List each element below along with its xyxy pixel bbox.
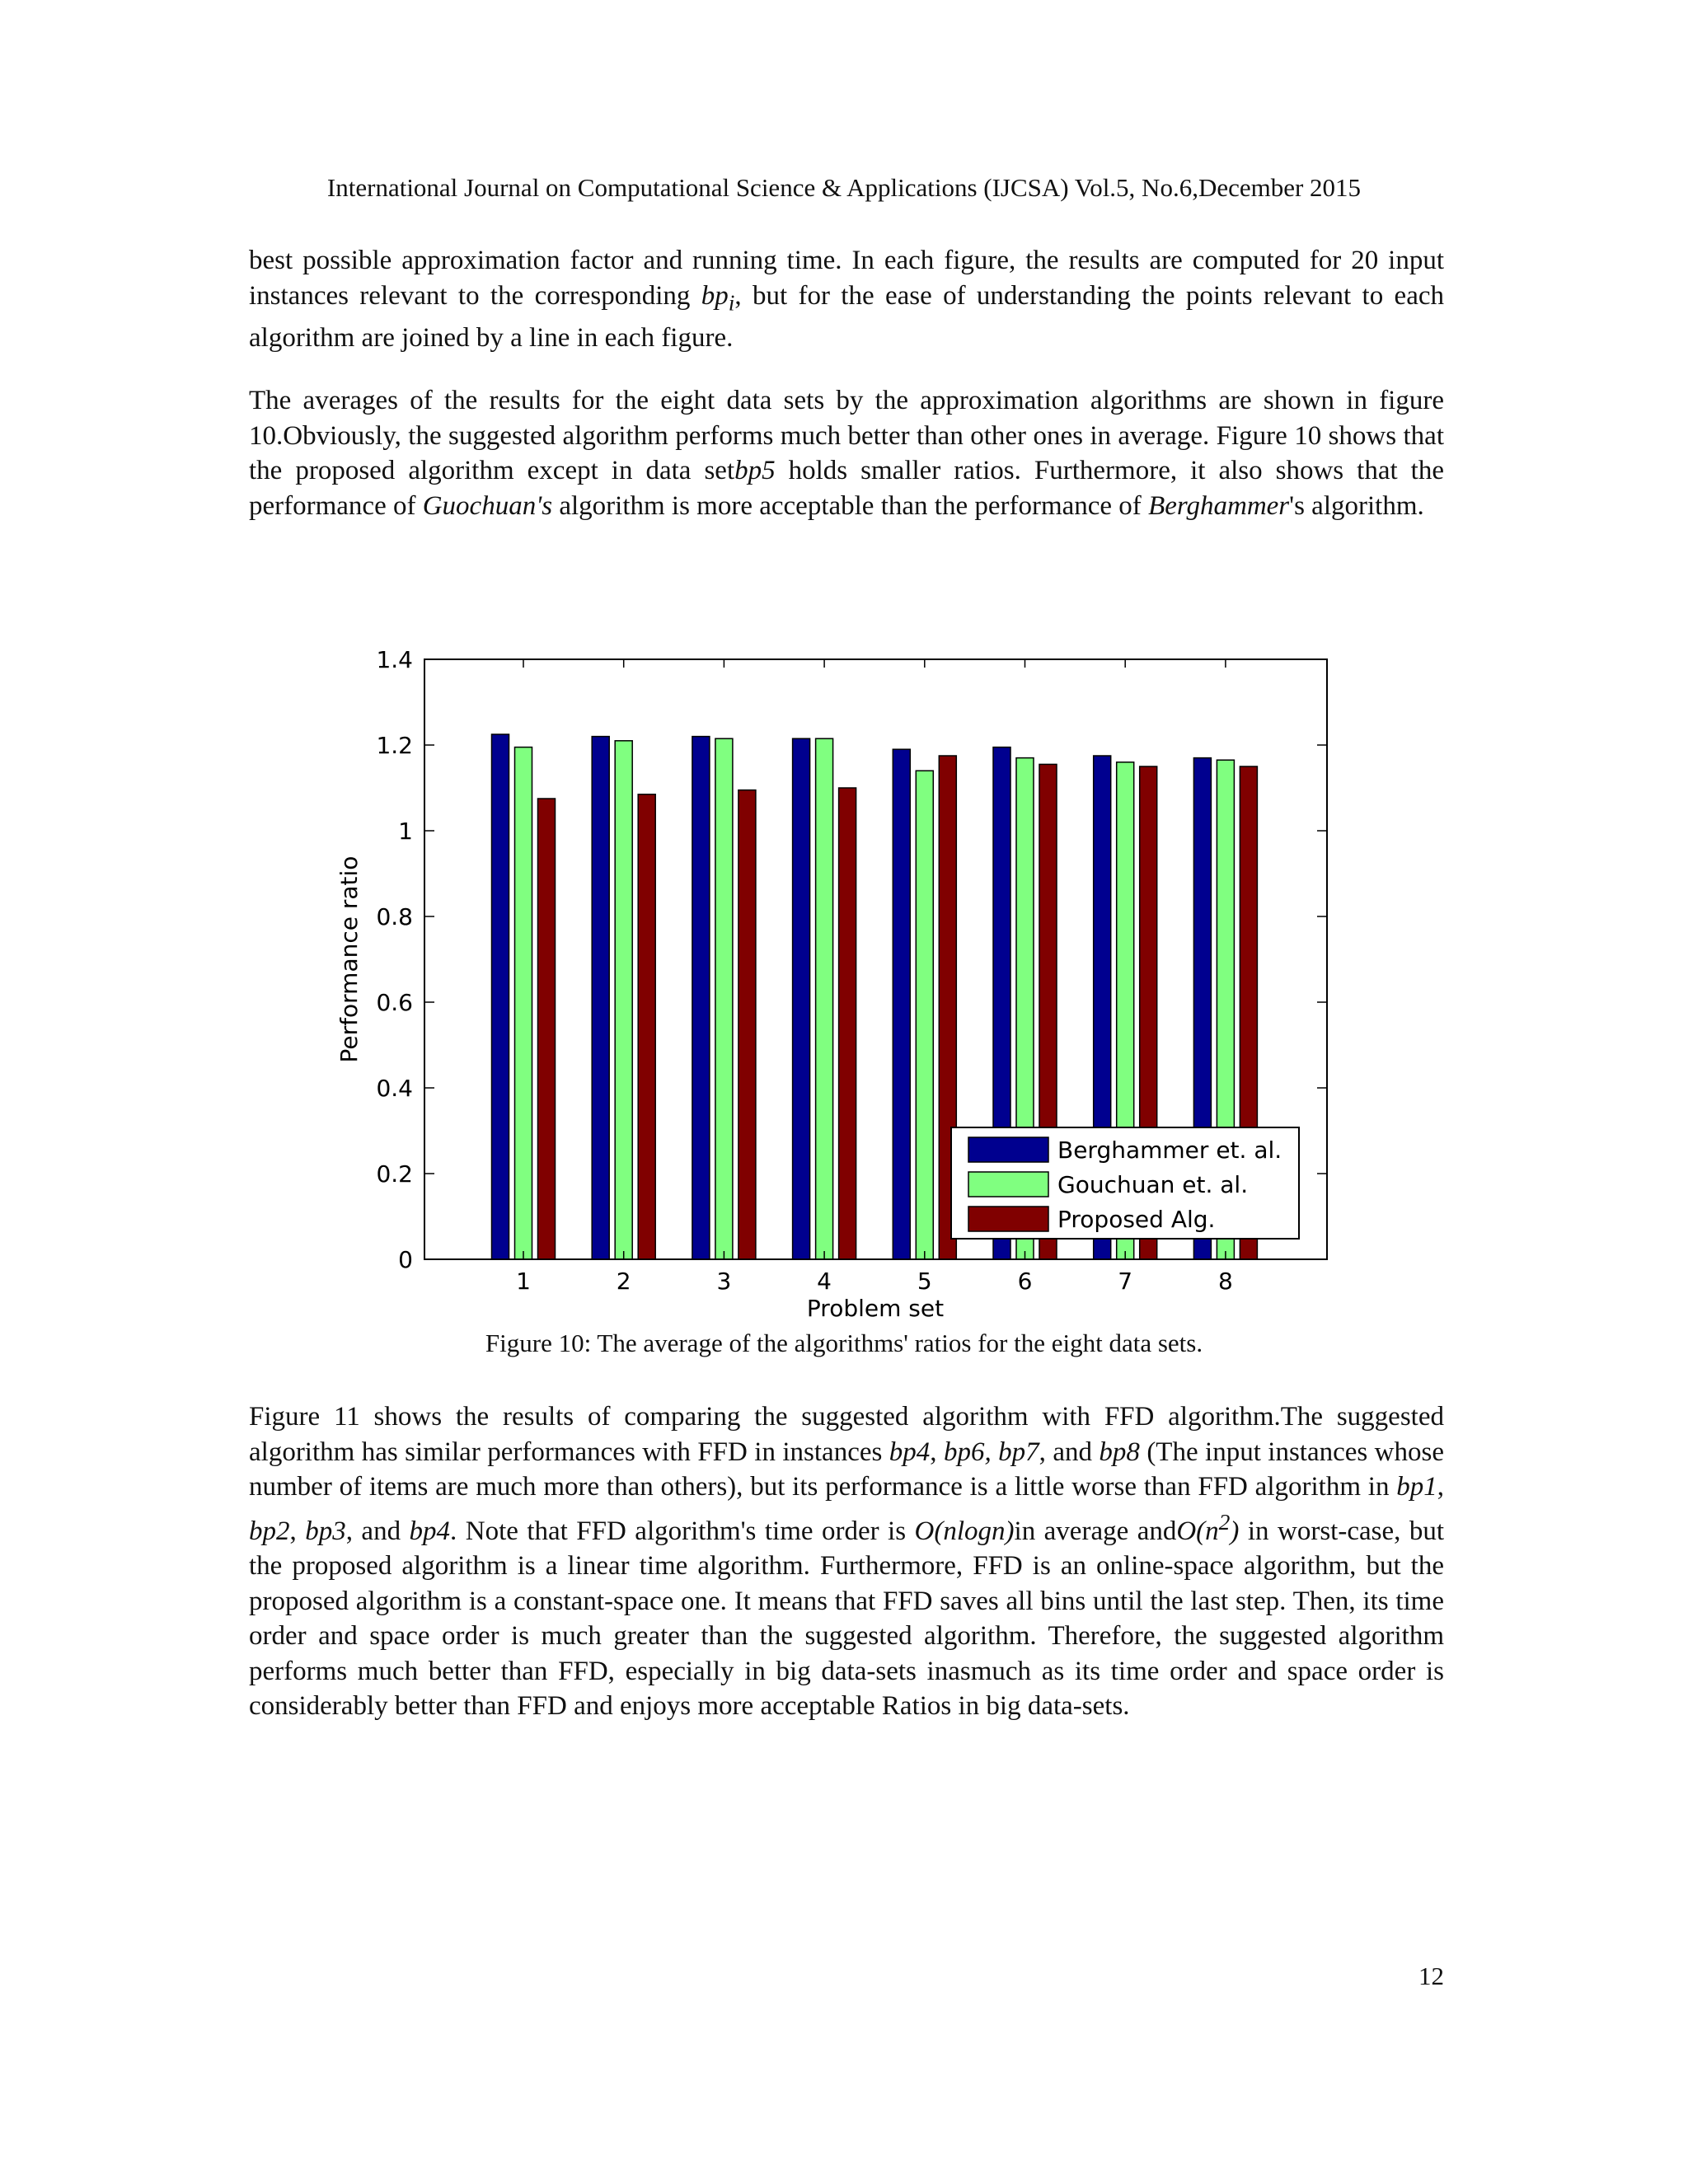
legend — [951, 1127, 1299, 1239]
y-tick-label: 1 — [398, 818, 413, 845]
text-run: , — [1437, 1472, 1444, 1502]
bar-1-2 — [592, 737, 609, 1259]
x-axis-label: Problem set — [806, 1295, 945, 1322]
bar-1-3 — [692, 737, 710, 1259]
page-number: 12 — [1418, 1961, 1444, 1990]
text-run: . Note that FFD algorithm's time order is — [450, 1516, 915, 1546]
text-run — [992, 1437, 998, 1467]
math-bp6: bp6, — [943, 1436, 992, 1467]
paragraph-3 — [249, 1399, 1444, 1724]
x-tick-label: 2 — [616, 1268, 631, 1295]
y-tick-label: 0 — [398, 1246, 413, 1273]
math-bp1: bp1 — [1396, 1472, 1437, 1502]
bar-1-4 — [793, 738, 810, 1259]
legend-label: Berghammer et. al. — [1057, 1137, 1282, 1164]
x-tick-label: 7 — [1118, 1268, 1133, 1295]
text-run: in average and — [1014, 1516, 1177, 1546]
figure-caption: Figure 10: The average of the algorithms' ratios for the eight data sets. — [485, 1329, 1203, 1357]
text-run: , — [930, 1436, 944, 1467]
journal-header: International Journal on Computational Science & Applications (IJCSA) Vol.5, No.6,December 2015 — [326, 173, 1362, 202]
figure-10 — [321, 635, 1368, 1327]
name-guochuan: Guochuan's — [422, 490, 553, 521]
math-bp3: bp3 — [305, 1516, 346, 1546]
bar-1-1 — [492, 734, 509, 1259]
x-tick-label: 8 — [1217, 1268, 1233, 1295]
math-bp: bp — [701, 280, 729, 311]
bar-3-3 — [738, 790, 756, 1259]
y-tick-label: 1.2 — [376, 732, 413, 759]
text-run: The averages of the results for the eight data sets by the approximation algorithms are shown in figure 10.Obviously, the suggested algorithm performs much better than other ones in average. Figure 10 shows that the proposed algorithm except in data set — [249, 386, 1444, 485]
bar-2-3 — [715, 738, 733, 1259]
text-run: , but for the ease of understanding the points relevant to each algorithm are joined by a line in each figure. — [249, 280, 1444, 353]
x-tick-label: 5 — [917, 1268, 932, 1295]
bar-2-2 — [615, 741, 632, 1259]
bar-1-5 — [893, 749, 910, 1259]
y-axis-label: Performance ratio — [335, 855, 363, 1063]
text-run: , and — [1039, 1436, 1100, 1467]
math-bp4: bp4 — [409, 1516, 451, 1546]
bar-2-1 — [515, 748, 532, 1259]
math-bp4: bp4 — [889, 1436, 931, 1467]
legend-label: Proposed Alg. — [1057, 1206, 1216, 1233]
y-tick-label: 1.4 — [376, 646, 413, 673]
bar-2-5 — [916, 771, 933, 1259]
x-tick-label: 6 — [1017, 1268, 1033, 1295]
text-run: (The input instances whose number of items are much more than others), but its performance is a little worse than FFD algorithm in — [249, 1436, 1445, 1502]
bar-3-4 — [839, 788, 856, 1259]
legend-swatch — [968, 1207, 1048, 1231]
math-o-n-squared: O(n — [1176, 1516, 1219, 1546]
math-paren: ) — [1230, 1516, 1240, 1546]
x-tick-label: 4 — [817, 1268, 832, 1295]
text-run: algorithm is more acceptable than the performance of — [552, 490, 1149, 521]
x-tick-label: 3 — [716, 1268, 732, 1295]
paragraph-1 — [249, 243, 1444, 355]
bar-chart — [321, 635, 1368, 1327]
text-run: Figure 11 shows the results of comparing the suggested algorithm with FFD algorithm.The suggested algorithm has similar performances with FFD in instances — [249, 1402, 1444, 1467]
math-bp5: bp5 — [734, 456, 776, 485]
legend-label: Gouchuan et. al. — [1057, 1171, 1249, 1198]
math-bp8: bp8 — [1099, 1436, 1140, 1467]
bar-3-2 — [638, 794, 655, 1259]
name-berghammer: Berghammer — [1148, 490, 1290, 521]
math-bp2: bp2 — [249, 1516, 290, 1546]
math-subscript-i: i — [728, 289, 735, 316]
text-run: in worst-case, but the proposed algorithm is a linear time algorithm. Furthermore, FFD is an online-space algorithm, but the proposed algorithm is a constant-space one. It means that FFD saves all bins until the last step. Then, its time order and space order is much greater than the suggested algorithm. Therefore, the suggested algorithm performs much better than FFD, especially in big data-sets inasmuch as its time order and space order is considerably better than FFD and enjoys more acceptable Ratios in big data-sets. — [249, 1516, 1444, 1721]
math-o-nlogn: O(nlogn) — [914, 1516, 1015, 1546]
y-tick-label: 0.8 — [376, 903, 413, 930]
math-superscript: 2 — [1218, 1508, 1231, 1535]
legend-swatch — [968, 1137, 1048, 1162]
text-run: , — [289, 1516, 306, 1546]
y-tick-label: 0.4 — [376, 1075, 413, 1102]
y-tick-label: 0.6 — [376, 989, 413, 1016]
text-run: holds smaller ratios. Furthermore, it also shows that the performance of — [249, 456, 1444, 521]
text-run: 's algorithm. — [1289, 490, 1424, 521]
bar-3-1 — [538, 799, 556, 1259]
math-bp7: bp7 — [998, 1436, 1039, 1467]
paragraph-2 — [249, 383, 1444, 523]
text-run: best possible approximation factor and running time. In each figure, the results are computed for 20 input instances relevant to the corresponding — [249, 246, 1444, 311]
x-tick-label: 1 — [516, 1268, 531, 1295]
y-tick-label: 0.2 — [376, 1160, 413, 1188]
bar-2-4 — [816, 738, 833, 1259]
legend-swatch — [968, 1172, 1048, 1197]
text-run: , and — [345, 1516, 410, 1546]
